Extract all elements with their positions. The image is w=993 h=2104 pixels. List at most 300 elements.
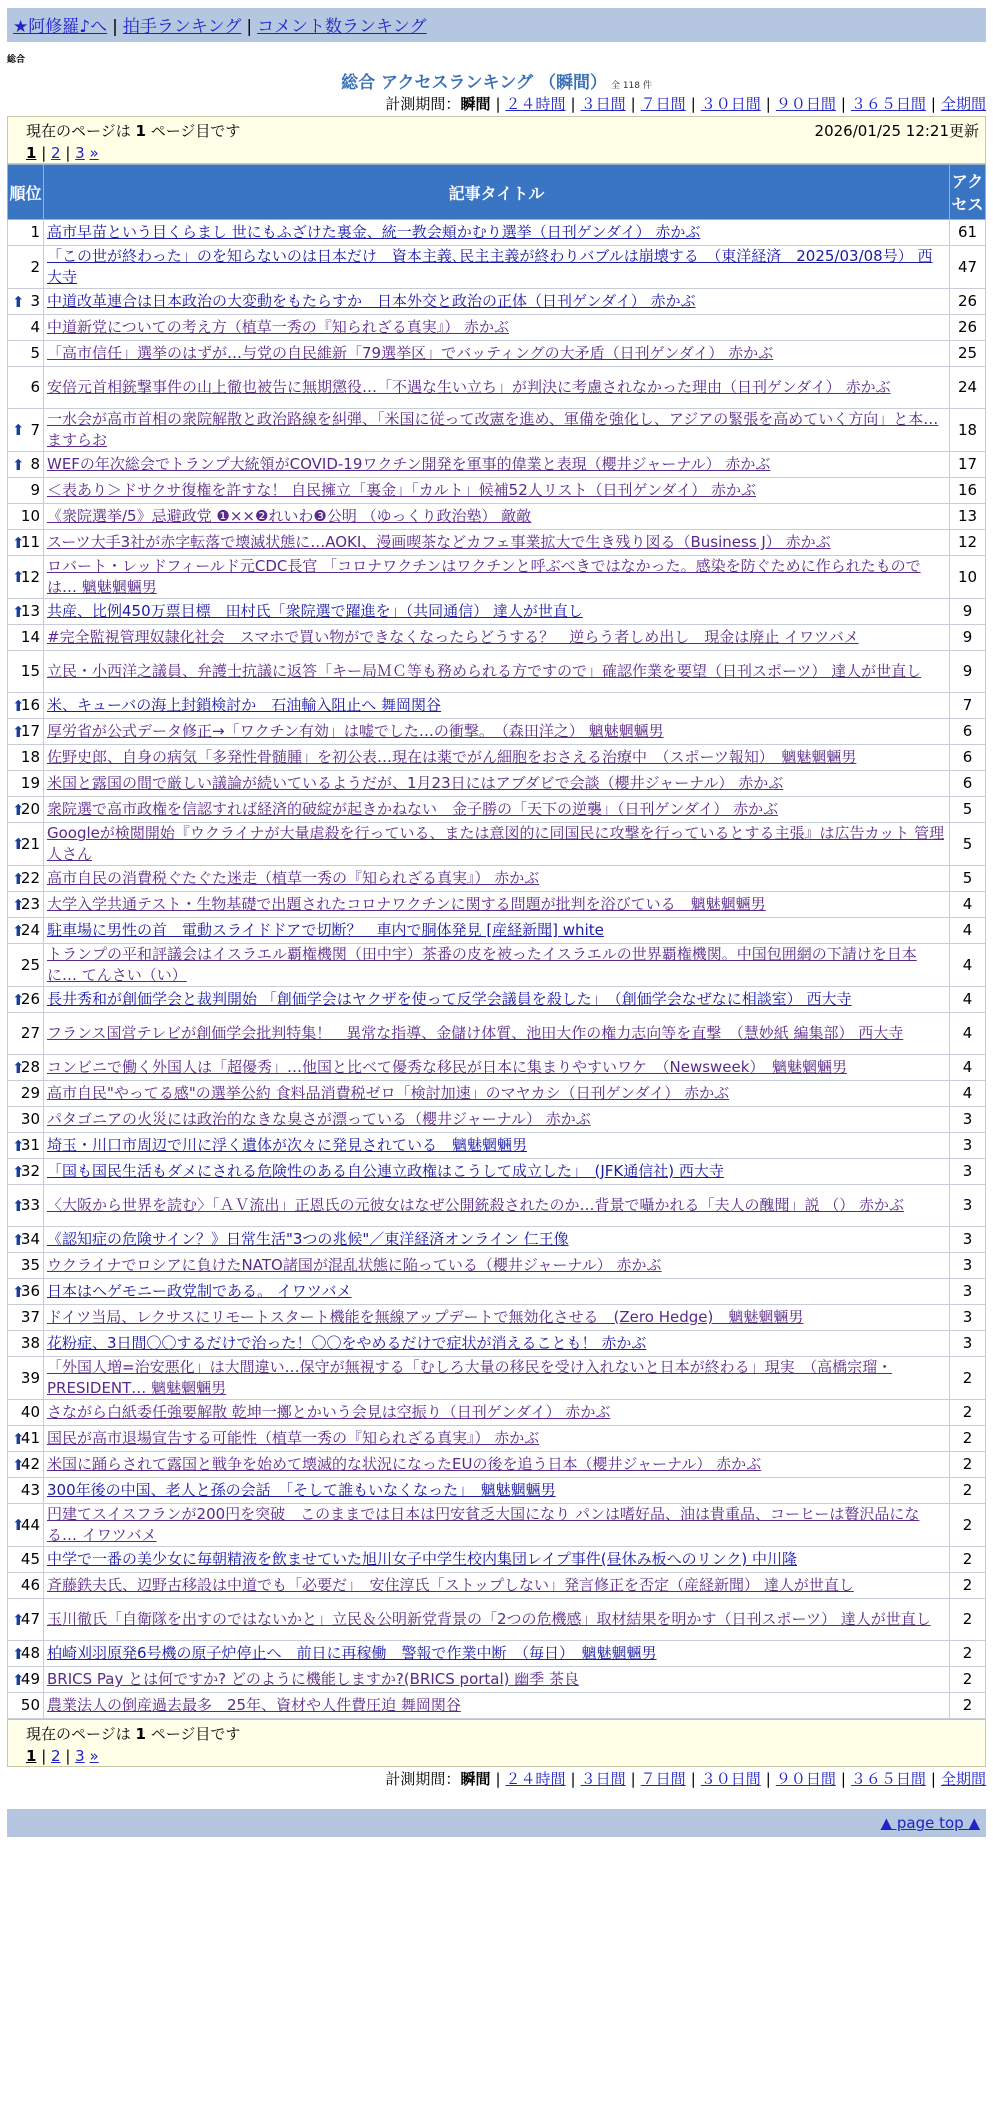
table-row (8, 1357, 986, 1400)
rank-up-arrow-icon: ⬆ (12, 990, 25, 1009)
rank-number: 19 (20, 774, 40, 792)
period-separator: | (840, 1770, 846, 1788)
access-count: 2 (950, 1357, 986, 1400)
article-link[interactable]: 《衆院選挙/5》忌避政党 ❶××❷れいわ❸公明 （ゆっくり政治塾） 敵敵 (47, 507, 532, 525)
title-cell (44, 504, 950, 530)
period-separator: | (495, 1770, 501, 1788)
title-cell (44, 693, 950, 719)
access-count: 13 (950, 504, 986, 530)
table-row (8, 1331, 986, 1357)
rank-number: 2 (30, 257, 40, 276)
article-link[interactable]: 農業法人の倒産過去最多 25年、資材や人件費圧迫 舞岡関谷 (47, 1696, 461, 1714)
table-row (8, 1227, 986, 1253)
article-link[interactable]: 埼玉・川口市周辺で川に浮く遺体が次々に発見されている 魑魅魍魎男 (47, 1136, 528, 1154)
rank-cell (8, 771, 44, 797)
rank-cell (8, 409, 44, 452)
access-count: 2 (950, 1599, 986, 1641)
rank-number: 4 (30, 318, 40, 336)
title-cell (44, 556, 950, 599)
article-link[interactable]: 円建てスイスフランが200円を突破 このままでは日本は円安貧乏大国になり パンは嗜好品、油は貴重品、コーヒーは贅沢品になる… イワツバメ (47, 1505, 920, 1544)
article-link[interactable]: ウクライナでロシアに負けたNATO諸国が混乱状態に陥っている（櫻井ジャーナル） 赤かぶ (47, 1256, 662, 1274)
article-link[interactable]: ロバート・レッドフィールド元CDC長官 「コロナワクチンはワクチンと呼ぶべきではなかった。感染を防ぐために作られたものでは… 魑魅魍魎男 (47, 557, 921, 596)
access-count: 3 (950, 1107, 986, 1133)
page-top-link[interactable]: ▲ page top ▲ (880, 1814, 980, 1832)
title-cell (44, 1081, 950, 1107)
period-link[interactable]: 全期間 (940, 1770, 986, 1788)
table-row (8, 1107, 986, 1133)
rank-number: 29 (20, 1084, 40, 1102)
rank-number: 24 (20, 921, 40, 939)
table-row (8, 341, 986, 367)
access-count: 4 (950, 944, 986, 987)
rank-up-arrow-icon: ⬆ (12, 602, 25, 621)
article-link[interactable]: BRICS Pay とは何ですか? どのように機能しますか?(BRICS portal) 幽季 茶良 (47, 1670, 580, 1688)
table-row (8, 1504, 986, 1547)
rank-up-arrow-icon: ⬆ (12, 1610, 25, 1629)
access-count: 5 (950, 823, 986, 866)
table-row (8, 1253, 986, 1279)
table-row (8, 719, 986, 745)
article-link[interactable]: 玉川徹氏「自衛隊を出すのではないかと」立民＆公明新党背景の「2つの危機感」取材結果を明かす（日刊スポーツ） 達人が世直し (47, 1610, 931, 1628)
rank-number: 9 (30, 481, 40, 499)
access-header: アクセス (950, 165, 986, 220)
article-link[interactable]: 《認知症の危険サイン？》日常生活"3つの兆候"／東洋経済オンライン 仁王像 (47, 1230, 569, 1248)
period-link[interactable]: ３日間 (580, 1770, 626, 1788)
pagination-top (7, 116, 986, 164)
rank-number: 48 (20, 1644, 40, 1662)
rank-number: 23 (20, 895, 40, 913)
period-separator: | (840, 95, 846, 113)
period-separator: | (570, 95, 576, 113)
access-count: 3 (950, 1227, 986, 1253)
rank-cell (8, 1331, 44, 1357)
access-count: 26 (950, 315, 986, 341)
table-row (8, 452, 986, 478)
rank-cell (8, 1547, 44, 1573)
title-cell (44, 341, 950, 367)
article-link[interactable]: 「この世が終わった」のを知らないのは日本だけ 資本主義､民主主義が終わりバブルは崩壊する （東洋経済 2025/03/08号） 西大寺 (47, 247, 933, 286)
access-count: 3 (950, 1159, 986, 1185)
access-count: 2 (950, 1547, 986, 1573)
article-link[interactable]: さながら白紙委任強要解散 乾坤一擲とかいう会見は空振り（日刊ゲンダイ） 赤かぶ (47, 1403, 611, 1421)
table-row (8, 1055, 986, 1081)
rank-number: 50 (20, 1696, 40, 1714)
pagination-bottom (7, 1719, 986, 1767)
access-count: 2 (950, 1426, 986, 1452)
next-page-link[interactable]: » (89, 144, 99, 162)
title-cell (44, 1331, 950, 1357)
article-link[interactable]: 花粉症、3日間〇〇するだけで治った！〇〇をやめるだけで症状が消えることも！ 赤かぶ (47, 1334, 647, 1352)
article-link[interactable]: 米、キューバの海上封鎖検討か 石油輸入阻止へ 舞岡関谷 (47, 696, 442, 714)
top-nav-bar (7, 8, 986, 42)
period-separator: | (630, 95, 636, 113)
rank-number: 1 (30, 223, 40, 241)
category-label: 総合 (7, 55, 26, 65)
rank-number: 35 (20, 1256, 40, 1274)
title-header: 記事タイトル (44, 165, 950, 220)
table-row (8, 556, 986, 599)
rank-cell (8, 220, 44, 246)
table-header-row (8, 165, 986, 220)
rank-number: 49 (20, 1670, 40, 1688)
rank-cell (8, 944, 44, 987)
rank-up-arrow-icon: ⬆ (12, 722, 25, 741)
title-cell (44, 220, 950, 246)
rank-up-arrow-icon: ⬆ (12, 568, 25, 586)
article-link[interactable]: 柏崎刈羽原発6号機の原子炉停止へ 前日に再稼働 警報で作業中断 （毎日） 魑魅魍魎男 (47, 1644, 657, 1662)
access-count: 4 (950, 1081, 986, 1107)
article-link[interactable]: 衆院選で高市政権を信認すれば経済的破綻が起きかねない 金子勝の「天下の逆襲」（日刊ゲンダイ） 赤かぶ (47, 800, 779, 818)
period-link[interactable]: ３０日間 (700, 1770, 761, 1788)
current-page-number: 1 (135, 1725, 146, 1743)
title-cell (44, 1641, 950, 1667)
access-count: 6 (950, 771, 986, 797)
access-count: 2 (950, 1573, 986, 1599)
article-link[interactable]: 佐野史郎、自身の病気「多発性骨髄腫」を初公表…現在は薬でがん細胞をおさえる治療中 （スポーツ報知） 魑魅魍魎男 (47, 748, 857, 766)
page-separator: | (36, 1747, 52, 1765)
table-row (8, 693, 986, 719)
article-link[interactable]: Googleが検閲開始『ウクライナが大量虐殺を行っている、または意図的に同国民に攻撃を行っているとする主張』は広告カット 管理人さん (47, 824, 945, 863)
table-row (8, 1013, 986, 1055)
page-link[interactable]: 3 (75, 144, 85, 162)
table-row (8, 918, 986, 944)
title-cell (44, 987, 950, 1013)
period-separator: | (690, 1770, 696, 1788)
table-row (8, 1478, 986, 1504)
period-link[interactable]: ３６５日間 (850, 1770, 926, 1788)
table-row (8, 289, 986, 315)
article-link[interactable]: 米国と露国の間で厳しい議論が続いているようだが、1月23日にはアブダビで会談（櫻井ジャーナル） 赤かぶ (47, 774, 784, 792)
item-count: 全 118 件 (610, 81, 652, 91)
article-link[interactable]: スーツ大手3社が赤字転落で壊滅状態に…AOKI、漫画喫茶などカフェ事業拡大で生き残り図る（Business J） 赤かぶ (47, 533, 831, 551)
page-link[interactable]: 2 (51, 144, 61, 162)
rank-up-arrow-icon: ⬆ (12, 533, 25, 552)
rank-number: 31 (20, 1136, 40, 1154)
rank-cell (8, 530, 44, 556)
page-links (26, 1747, 979, 1765)
comment-ranking-link[interactable]: コメント数ランキング (257, 17, 427, 37)
rank-cell (8, 1159, 44, 1185)
article-link[interactable]: 「高市信任」選挙のはずが…与党の自民維新「79選挙区」でバッティングの大矛盾（日刊ゲンダイ） 赤かぶ (47, 344, 774, 362)
table-row (8, 1573, 986, 1599)
title-cell (44, 1547, 950, 1573)
table-row (8, 1426, 986, 1452)
rank-number: 34 (20, 1230, 40, 1248)
rank-cell (8, 1478, 44, 1504)
rank-number: 11 (20, 533, 40, 551)
access-count: 2 (950, 1504, 986, 1547)
table-row (8, 409, 986, 452)
rank-up-arrow-icon: ⬆ (12, 1429, 25, 1448)
title-cell (44, 1055, 950, 1081)
period-link[interactable]: ９０日間 (775, 95, 836, 113)
rank-cell (8, 1573, 44, 1599)
table-row (8, 315, 986, 341)
title-cell (44, 367, 950, 409)
current-page-text: 現在のページは 1 ページ目です (26, 1725, 241, 1743)
period-link[interactable]: ９０日間 (775, 1770, 836, 1788)
rank-cell (8, 452, 44, 478)
rank-number: 10 (20, 507, 40, 525)
title-cell (44, 1107, 950, 1133)
table-row (8, 651, 986, 693)
article-link[interactable]: 300年後の中国、老人と孫の会話 「そして誰もいなくなった」 魑魅魍魎男 (47, 1481, 556, 1499)
table-row (8, 530, 986, 556)
title-cell (44, 944, 950, 987)
rank-cell (8, 1693, 44, 1719)
table-row (8, 745, 986, 771)
article-link[interactable]: WEFの年次総会でトランプ大統領がCOVID-19ワクチン開発を軍事的偉業と表現（櫻井ジャーナル） 赤かぶ (47, 455, 771, 473)
table-row (8, 367, 986, 409)
rank-cell (8, 693, 44, 719)
rank-number: 40 (20, 1403, 40, 1421)
table-row (8, 771, 986, 797)
rank-number: 3 (30, 292, 40, 310)
table-row (8, 1667, 986, 1693)
rank-up-arrow-icon: ⬆ (12, 800, 25, 819)
page-link[interactable]: 2 (51, 1747, 61, 1765)
article-link[interactable]: 日本はヘゲモニー政党制である。 イワツバメ (47, 1282, 352, 1300)
rank-cell (8, 1055, 44, 1081)
rank-number: 47 (20, 1610, 40, 1628)
title-cell (44, 409, 950, 452)
article-link[interactable]: 高市早苗という目くらまし 世にもふざけた裏金、統一教会頬かむり選挙（日刊ゲンダイ） 赤かぶ (47, 223, 701, 241)
rank-number: 28 (20, 1058, 40, 1076)
article-link[interactable]: 厚労省が公式データ修正→「ワクチン有効」は嘘でした…の衝撃。 （森田洋之） 魑魅魍魎男 (47, 722, 664, 740)
article-link[interactable]: 斉藤鉄夫氏、辺野古移設は中道でも「必要だ」 安住淳氏「ストップしない」発言修正を否定（産経新聞） 達人が世直し (47, 1576, 854, 1594)
title-cell (44, 1478, 950, 1504)
table-row (8, 866, 986, 892)
access-count: 3 (950, 1331, 986, 1357)
rank-cell (8, 1107, 44, 1133)
rank-number: 41 (20, 1429, 40, 1447)
rank-number: 15 (20, 662, 40, 680)
current-page-text: 現在のページは 1 ページ目です (26, 122, 241, 140)
rank-cell (8, 1641, 44, 1667)
period-link[interactable]: ７日間 (640, 95, 686, 113)
period-link[interactable]: ３日間 (580, 95, 626, 113)
title-cell (44, 651, 950, 693)
title-cell (44, 892, 950, 918)
rank-number: 30 (20, 1110, 40, 1128)
title-cell (44, 315, 950, 341)
table-row (8, 1452, 986, 1478)
rank-cell (8, 1305, 44, 1331)
rank-cell (8, 1253, 44, 1279)
title-cell (44, 1599, 950, 1641)
article-link[interactable]: 立民・小西洋之議員、弁護士抗議に返答「キー局ＭＣ等も務められる方ですので」確認作業を要望（日刊スポーツ） 達人が世直し (47, 662, 922, 680)
period-link[interactable]: ７日間 (640, 1770, 686, 1788)
access-count: 2 (950, 1478, 986, 1504)
article-link[interactable]: 長井秀和が創価学会と裁判開始 「創価学会はヤクザを使って反学会議員を殺した」 （創価学会なぜなに相談室） 西大寺 (47, 990, 852, 1008)
rank-number: 6 (30, 378, 40, 396)
article-link[interactable]: 共産、比例450万票目標 田村氏「衆院選で躍進を」（共同通信） 達人が世直し (47, 602, 583, 620)
rank-number: 32 (20, 1162, 40, 1180)
article-link[interactable]: 高市自民の消費税ぐたぐた迷走（植草一秀の『知られざる真実』） 赤かぶ (47, 869, 540, 887)
article-link[interactable]: ＜表あり＞ドサクサ復権を許すな！ 自民擁立「裏金」「カルト」候補52人リスト（日刊ゲンダイ） 赤かぶ (47, 481, 757, 499)
article-link[interactable]: 中道新党についての考え方（植草一秀の『知られざる真実』） 赤かぶ (47, 318, 509, 336)
rank-up-arrow-icon: ⬆ (12, 1644, 25, 1663)
rank-number: 37 (20, 1308, 40, 1326)
access-count: 4 (950, 1055, 986, 1081)
article-link[interactable]: 駐車場に男性の首 電動スライドドアで切断？ 車内で胴体発見 [産経新聞] white (47, 921, 604, 939)
title-cell (44, 1159, 950, 1185)
article-link[interactable]: トランプの平和評議会はイスラエル覇権機関（田中宇）茶番の皮を被ったイスラエルの世界覇権機関。中国包囲網の下請けを日本に… てんさい（い） (47, 945, 917, 984)
rank-number: 7 (30, 420, 40, 439)
article-link[interactable]: フランス国営テレビが創価学会批判特集！ 異常な指導、金儲け体質、池田大作の権力志向等を直撃 （慧妙紙 編集部） 西大寺 (47, 1024, 904, 1042)
rank-cell (8, 341, 44, 367)
title-cell (44, 823, 950, 866)
rank-cell (8, 1013, 44, 1055)
rank-number: 36 (20, 1282, 40, 1300)
period-selector-bottom (7, 1767, 986, 1791)
access-count: 3 (950, 1133, 986, 1159)
rank-cell (8, 1081, 44, 1107)
rank-number: 8 (30, 455, 40, 473)
article-link[interactable]: 中道改革連合は日本政治の大変動をもたらすか 日本外交と政治の正体（日刊ゲンダイ） 赤かぶ (47, 292, 696, 310)
table-row (8, 246, 986, 289)
rank-number: 43 (20, 1481, 40, 1499)
access-count: 2 (950, 1641, 986, 1667)
title-cell (44, 745, 950, 771)
title-cell (44, 530, 950, 556)
table-row (8, 625, 986, 651)
access-count: 2 (950, 1693, 986, 1719)
article-link[interactable]: 中学で一番の美少女に毎朝精液を飲ませていた旭川女子中学生校内集団レイプ事件(昼休み板へのリンク) 中川隆 (47, 1550, 797, 1568)
rank-up-arrow-icon: ⬆ (12, 869, 25, 888)
title-cell (44, 1426, 950, 1452)
rank-up-arrow-icon: ⬆ (12, 421, 25, 439)
article-link[interactable]: 〈大阪から世界を読む〉「ＡＶ流出」正恩氏の元彼女はなぜ公開銃殺されたのか…背景で囁かれる「夫人の醜聞」説 （） 赤かぶ (47, 1196, 905, 1214)
next-page-link[interactable]: » (89, 1747, 99, 1765)
period-label: 計測期間： (385, 1770, 461, 1788)
article-link[interactable]: パタゴニアの火災には政治的なきな臭さが漂っている（櫻井ジャーナル） 赤かぶ (47, 1110, 591, 1128)
rank-number: 16 (20, 696, 40, 714)
page-current: 1 (26, 1747, 37, 1765)
access-count: 4 (950, 987, 986, 1013)
table-row (8, 1693, 986, 1719)
article-link[interactable]: 国民が高市退場宣告する可能性（植草一秀の『知られざる真実』） 赤かぶ (47, 1429, 540, 1447)
title-cell (44, 1400, 950, 1426)
period-link[interactable]: ２４時間 (505, 95, 566, 113)
current-page-number: 1 (135, 122, 146, 140)
period-link[interactable]: ２４時間 (505, 1770, 566, 1788)
rank-up-arrow-icon: ⬆ (12, 1455, 25, 1474)
access-count: 3 (950, 1253, 986, 1279)
period-link[interactable]: 全期間 (940, 95, 986, 113)
rank-up-arrow-icon: ⬆ (12, 292, 25, 311)
rank-up-arrow-icon: ⬆ (12, 921, 25, 940)
rank-cell (8, 651, 44, 693)
title-cell (44, 1504, 950, 1547)
bottom-bar (7, 1809, 986, 1837)
page-separator: | (60, 144, 76, 162)
access-count: 17 (950, 452, 986, 478)
article-link[interactable]: 一水会が高市首相の衆院解散と政治路線を糾弾、「米国に従って改憲を進め、軍備を強化し、アジアの緊張を高めていく方向」と本… ますらお (47, 410, 939, 449)
title-cell (44, 246, 950, 289)
access-count: 9 (950, 651, 986, 693)
article-link[interactable]: 高市自民"やってる感"の選挙公約 食料品消費税ゼロ「検討加速」のマヤカシ（日刊ゲンダイ） 赤かぶ (47, 1084, 730, 1102)
table-row (8, 478, 986, 504)
table-row (8, 1279, 986, 1305)
table-row (8, 1305, 986, 1331)
rank-number: 22 (20, 869, 40, 887)
table-row (8, 599, 986, 625)
rank-cell (8, 1133, 44, 1159)
home-link[interactable]: ★阿修羅♪へ (13, 17, 108, 37)
article-link[interactable]: #完全監視管理奴隷化社会 スマホで買い物ができなくなったらどうする？ 逆らう者しめ出し 現金は廃止 イワツバメ (47, 628, 859, 646)
table-row (8, 823, 986, 866)
table-row (8, 1599, 986, 1641)
page-link[interactable]: 3 (75, 1747, 85, 1765)
rank-cell (8, 1599, 44, 1641)
title-cell (44, 452, 950, 478)
rank-cell (8, 289, 44, 315)
title-cell (44, 1279, 950, 1305)
rank-cell (8, 556, 44, 599)
rank-cell (8, 1667, 44, 1693)
access-count: 26 (950, 289, 986, 315)
period-separator: | (630, 1770, 636, 1788)
period-separator: | (765, 1770, 771, 1788)
access-count: 9 (950, 599, 986, 625)
rank-cell (8, 625, 44, 651)
table-row (8, 944, 986, 987)
period-link[interactable]: ３６５日間 (850, 95, 926, 113)
period-current: 瞬間 (460, 95, 491, 113)
access-count: 5 (950, 797, 986, 823)
rank-number: 5 (30, 344, 40, 362)
table-row (8, 1641, 986, 1667)
title-cell (44, 1693, 950, 1719)
access-count: 3 (950, 1185, 986, 1227)
table-row (8, 1081, 986, 1107)
rank-up-arrow-icon: ⬆ (12, 1670, 25, 1689)
title-cell (44, 1305, 950, 1331)
article-link[interactable]: ドイツ当局、レクサスにリモートスタート機能を無線アップデートで無効化させる (Zero Hedge) 魑魅魍魎男 (47, 1308, 804, 1326)
rank-number: 33 (20, 1196, 40, 1214)
table-row (8, 1400, 986, 1426)
page-title: 総合 アクセスランキング （瞬間） (341, 73, 607, 93)
title-cell (44, 1357, 950, 1400)
access-count: 4 (950, 1013, 986, 1055)
rank-cell (8, 1452, 44, 1478)
article-link[interactable]: 大学入学共通テスト・生物基礎で出題されたコロナワクチンに関する問題が批判を浴びている 魑魅魍魎男 (47, 895, 766, 913)
table-row (8, 987, 986, 1013)
clap-ranking-link[interactable]: 拍手ランキング (122, 17, 242, 37)
ranking-table (7, 164, 986, 1719)
title-cell (44, 478, 950, 504)
rank-number: 26 (20, 990, 40, 1008)
article-link[interactable]: 「国も国民生活もダメにされる危険性のある自公連立政権はこうして成立した」 (JFK通信社) 西大寺 (47, 1162, 724, 1180)
rank-number: 18 (20, 748, 40, 766)
nav-separator: | (112, 17, 118, 37)
rank-cell (8, 866, 44, 892)
period-link[interactable]: ３０日間 (700, 95, 761, 113)
table-row (8, 1547, 986, 1573)
rank-cell (8, 823, 44, 866)
title-cell (44, 625, 950, 651)
access-count: 61 (950, 220, 986, 246)
period-separator: | (570, 1770, 576, 1788)
access-count: 12 (950, 530, 986, 556)
article-link[interactable]: コンビニで働く外国人は「超優秀」…他国と比べて優秀な移民が日本に集まりやすいワケ （Newsweek） 魑魅魍魎男 (47, 1058, 847, 1076)
page-links (26, 144, 979, 162)
article-link[interactable]: 「外国人増=治安悪化」は大間違い…保守が無視する「むしろ大量の移民を受け入れないと日本が終わる」現実 （高橋宗瑠・PRESIDENT… 魑魅魍魎男 (47, 1358, 893, 1397)
article-link[interactable]: 安倍元首相銃撃事件の山上徹也被告に無期懲役…「不遇な生い立ち」が判決に考慮されなかった理由（日刊ゲンダイ） 赤かぶ (47, 378, 891, 396)
table-row (8, 797, 986, 823)
article-link[interactable]: 米国に踊らされて露国と戦争を始めて壊滅的な状況になったEUの後を追う日本（櫻井ジャーナル） 赤かぶ (47, 1455, 762, 1473)
